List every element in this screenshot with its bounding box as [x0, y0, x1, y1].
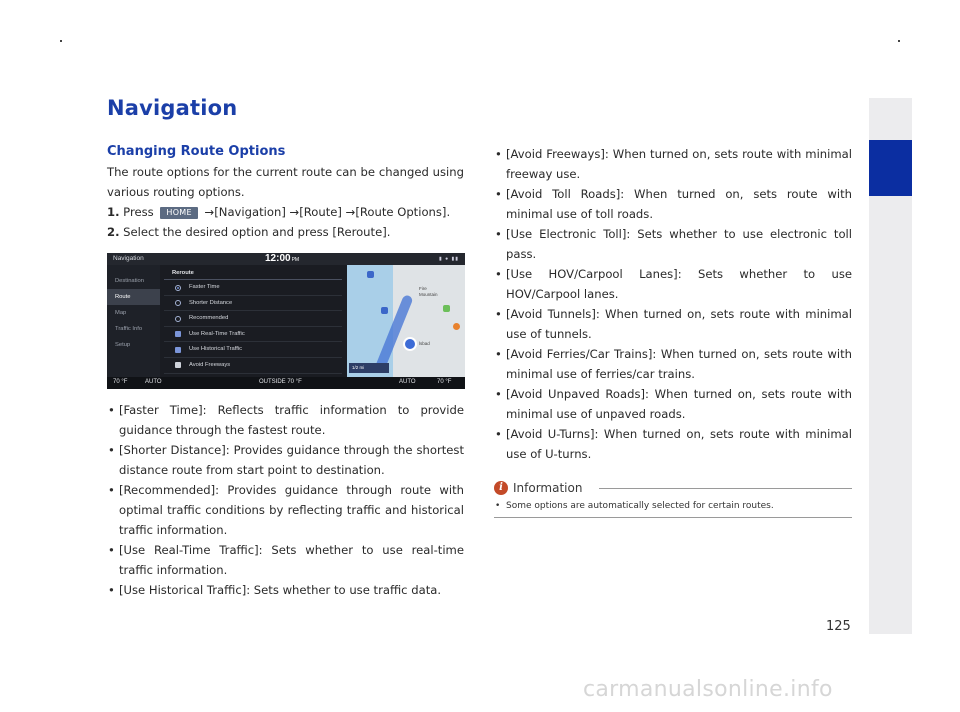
- list-item: • [Avoid U-Turns]: When turned on, sets route with minimal use of U-turns.: [494, 424, 852, 464]
- list-item: • [Use Historical Traffic]: Sets whether to use traffic data.: [107, 580, 464, 600]
- section-heading: Changing Route Options: [107, 144, 286, 159]
- left-column: [107, 144, 464, 600]
- climate-bar: [107, 377, 465, 389]
- option-label: Faster Time: [189, 284, 220, 290]
- information-text: • Some options are automatically selected for certain routes.: [494, 498, 852, 514]
- distance-indicator: 1/2 mi: [349, 363, 389, 373]
- list-item: • [Avoid Ferries/Car Trains]: When turned on, sets route with minimal use of ferries/car trains.: [494, 344, 852, 384]
- menu-item-route[interactable]: Route: [107, 289, 160, 305]
- auto-right: AUTO: [399, 379, 416, 385]
- radio-icon: [175, 316, 181, 322]
- map-label: Fire Mountain: [419, 286, 438, 297]
- step-1: [107, 202, 464, 222]
- outside-temp: OUTSIDE 70 °F: [259, 379, 302, 385]
- list-item: • [Use Electronic Toll]: Sets whether to use electronic toll pass.: [494, 224, 852, 264]
- list-item: • [Avoid Tunnels]: When turned on, sets route with minimal use of tunnels.: [494, 304, 852, 344]
- reroute-button[interactable]: Reroute: [164, 267, 342, 280]
- list-item: • [Avoid Toll Roads]: When turned on, sets route with minimal use of toll roads.: [494, 184, 852, 224]
- option-label: Use Historical Traffic: [189, 346, 243, 353]
- divider: [494, 517, 852, 518]
- screen-menu: [107, 265, 160, 377]
- checkbox-icon: [175, 362, 181, 368]
- page-title: Navigation: [107, 96, 238, 120]
- list-item: • [Recommended]: Provides guidance through route with optimal traffic conditions by reflecting traffic and historical traffic information.: [107, 480, 464, 540]
- right-column: [494, 144, 852, 518]
- option-label: Avoid Freeways: [189, 361, 231, 368]
- step-number: 2.: [107, 225, 120, 239]
- step-text: →[Navigation] →[Route] →[Route Options].: [204, 205, 451, 219]
- radio-icon: [175, 300, 181, 306]
- temp-left: 70 °F: [113, 379, 128, 385]
- map-view[interactable]: [347, 265, 465, 377]
- corner-mark: [60, 40, 62, 42]
- divider: [599, 488, 852, 489]
- screen-title: Navigation: [113, 255, 144, 262]
- side-chapter-tab: [869, 140, 912, 196]
- clock-ampm: PM: [291, 257, 300, 263]
- option-label: Recommended: [189, 315, 229, 322]
- screen-clock: [265, 253, 299, 264]
- watermark: carmanualsonline.info: [583, 677, 833, 702]
- clock-time: 12:00: [265, 253, 291, 264]
- list-item: • [Faster Time]: Reflects traffic information to provide guidance through the fastest route.: [107, 400, 464, 440]
- option-label: Shorter Distance: [189, 299, 233, 306]
- checkbox-checked-icon: [175, 331, 181, 337]
- information-label: Information: [513, 481, 583, 495]
- corner-mark: [898, 40, 900, 42]
- step-number: 1.: [107, 205, 120, 219]
- info-icon: i: [494, 481, 508, 495]
- checkbox-checked-icon: [175, 347, 181, 353]
- information-box: [494, 480, 852, 518]
- current-position-icon: [403, 337, 417, 351]
- map-poi-icon: [443, 305, 450, 312]
- page-number: 125: [826, 619, 851, 634]
- menu-item-map[interactable]: Map: [115, 310, 127, 316]
- list-item: • [Shorter Distance]: Provides guidance through the shortest distance route from start point to destination.: [107, 440, 464, 480]
- map-poi-icon: [453, 323, 460, 330]
- navigation-screenshot: [107, 253, 465, 389]
- option-recommended[interactable]: [164, 311, 342, 327]
- step-text: Select the desired option and press [Reroute].: [123, 225, 391, 239]
- list-item: • [Use Real-Time Traffic]: Sets whether to use real-time traffic information.: [107, 540, 464, 580]
- option-avoid-freeways[interactable]: [164, 358, 342, 374]
- menu-item-traffic-info[interactable]: Traffic Info: [115, 326, 143, 332]
- map-poi-icon: [381, 307, 388, 314]
- route-options-list: [164, 267, 342, 377]
- menu-item-setup[interactable]: Setup: [115, 342, 131, 348]
- list-item: • [Avoid Freeways]: When turned on, sets route with minimal freeway use.: [494, 144, 852, 184]
- temp-right: 70 °F: [437, 379, 452, 385]
- option-faster-time[interactable]: [164, 280, 342, 296]
- list-item: • [Use HOV/Carpool Lanes]: Sets whether to use HOV/Carpool lanes.: [494, 264, 852, 304]
- option-real-time-traffic[interactable]: [164, 327, 342, 343]
- auto-left: AUTO: [145, 379, 162, 385]
- information-header: [494, 480, 852, 497]
- step-text: Press: [123, 205, 154, 219]
- list-item: • [Avoid Unpaved Roads]: When turned on, sets route with minimal use of unpaved roads.: [494, 384, 852, 424]
- option-descriptions-left: [107, 400, 464, 600]
- radio-selected-icon: [175, 285, 181, 291]
- step-2: [107, 222, 464, 242]
- map-poi-icon: [367, 271, 374, 278]
- option-shorter-distance[interactable]: [164, 296, 342, 312]
- map-label: lsbad: [419, 341, 430, 346]
- intro-paragraph: The route options for the current route can be changed using various routing options.: [107, 165, 464, 199]
- home-button-badge: HOME: [160, 207, 197, 219]
- option-label: Use Real-Time Traffic: [189, 330, 245, 337]
- option-descriptions-right: [494, 144, 852, 464]
- status-icons: ▮ ● ▮▮: [438, 256, 459, 262]
- menu-item-destination[interactable]: Destination: [115, 278, 145, 284]
- option-historical-traffic[interactable]: [164, 342, 342, 358]
